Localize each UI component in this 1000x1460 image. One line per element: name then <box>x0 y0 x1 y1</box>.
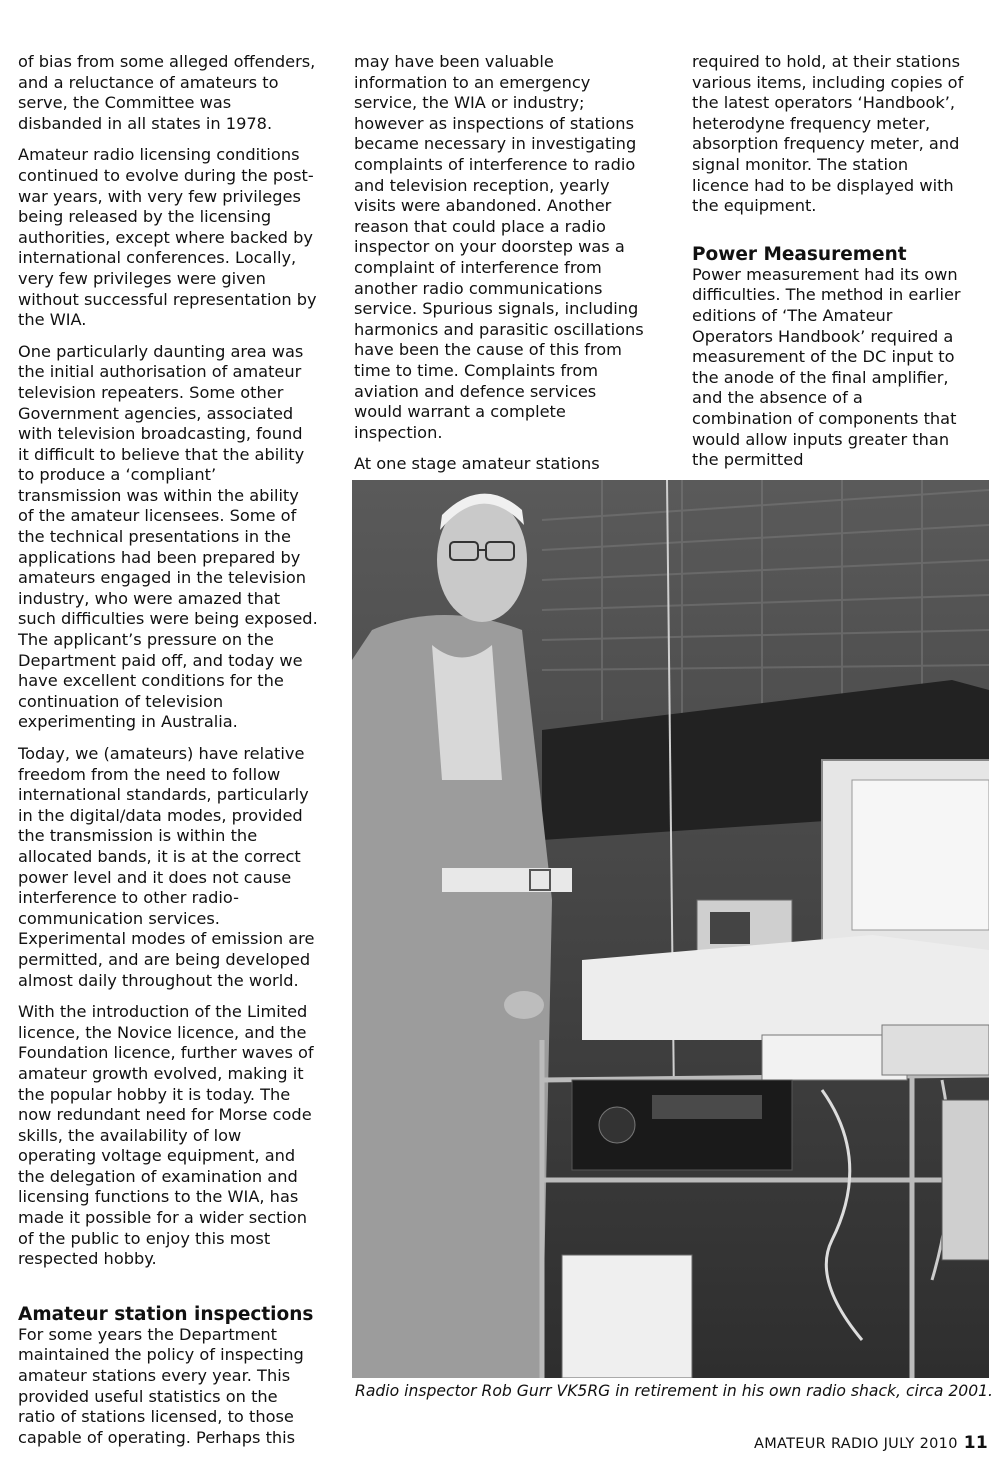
monitor-screen <box>852 780 989 930</box>
section-heading-power-measurement: Power Measurement <box>692 243 907 265</box>
paragraph: At one stage amateur stations <box>354 454 600 474</box>
paragraph: required to hold, at their stations various items, including copies of the latest operators ‘Handbook’, heterodyne frequency meter, absorption frequency meter, and signal monitor. The station licence had to be displayed with the equipment. <box>692 52 964 216</box>
column-2 <box>354 52 644 506</box>
column-3 <box>692 52 967 482</box>
power-supply <box>562 1255 692 1378</box>
paragraph: of bias from some alleged offenders, and a reluctance of amateurs to serve, the Committee was disbanded in all states in 1978. <box>18 52 316 133</box>
publication-name: AMATEUR RADIO JULY 2010 <box>754 1436 958 1452</box>
page-number: 11 <box>963 1433 988 1453</box>
transceiver-display <box>652 1095 762 1119</box>
transceiver-knob <box>599 1107 635 1143</box>
paragraph: Power measurement had its own difficulties. The method in earlier editions of ‘The Amateur Operators Handbook’ required a measurement of the DC input to the anode of the final amplifier, and the absence of a combination of components that would allow inputs greater than the permitted <box>692 264 961 470</box>
man-hand <box>504 991 544 1019</box>
man-shirt <box>432 645 502 780</box>
section-heading-station-inspections: Amateur station inspections <box>18 1303 314 1325</box>
photo-illustration <box>352 480 989 1378</box>
paragraph: With the introduction of the Limited licence, the Novice licence, and the Foundation licence, further waves of amateur growth evolved, making it the popular hobby it is today. The now redundant need for Morse code skills, the availability of low operating voltage equipment, and the delegation of examination and licensing functions to the WIA, has made it possible for a wider section of the public to enjoy this most respected hobby. <box>18 1002 314 1269</box>
meter-dial <box>710 912 750 944</box>
paragraph: Amateur radio licensing conditions continued to evolve during the post-war years, with very few privileges being released by the licensing authorities, except where backed by international conferences. Locally, very few privileges were given without successful representation by the WIA. <box>18 145 317 330</box>
photo-radio-shack <box>352 480 989 1378</box>
man-belt <box>442 868 572 892</box>
grey-equipment-unit <box>882 1025 989 1075</box>
test-equipment-rack <box>942 1100 989 1260</box>
paragraph: Today, we (amateurs) have relative freedom from the need to follow international standards, particularly in the digital/data modes, provided the transmission is within the allocated bands, it is at the correct power level and it does not cause interference to other radio-communication services. Experimental modes of emission are permitted, and are being developed almost daily throughout the world. <box>18 744 315 990</box>
paragraph: may have been valuable information to an emergency service, the WIA or industry; however as inspections of stations became necessary in investigating complaints of interference to radio and television reception, yearly visits were abandoned. Another reason that could place a radio inspector on your doorstep was a complaint of interference from another radio communications service. Spurious signals, including harmonics and parasitic oscillations have been the cause of this from time to time. Complaints from aviation and defence services would warrant a complete inspection. <box>354 52 644 442</box>
page-footer <box>754 1433 988 1453</box>
photo-caption: Radio inspector Rob Gurr VK5RG in retirement in his own radio shack, circa 2001. <box>355 1382 994 1400</box>
paragraph: For some years the Department maintained the policy of inspecting amateur stations every year. This provided useful statistics on the ratio of stations licensed, to those capable of operating. Perhaps this <box>18 1324 304 1447</box>
column-1 <box>18 52 318 1459</box>
paragraph: One particularly daunting area was the initial authorisation of amateur television repeaters. Some other Government agencies, associated with television broadcasting, found it difficult to believe that the ability to produce a ‘compliant’ transmission was within the ability of the amateur licensees. Some of the technical presentations in the applications had been prepared by amateurs engaged in the television industry, who were amazed that such difficulties were being exposed. The applicant’s pressure on the Department paid off, and today we have excellent conditions for the continuation of television experimenting in Australia. <box>18 341 318 732</box>
